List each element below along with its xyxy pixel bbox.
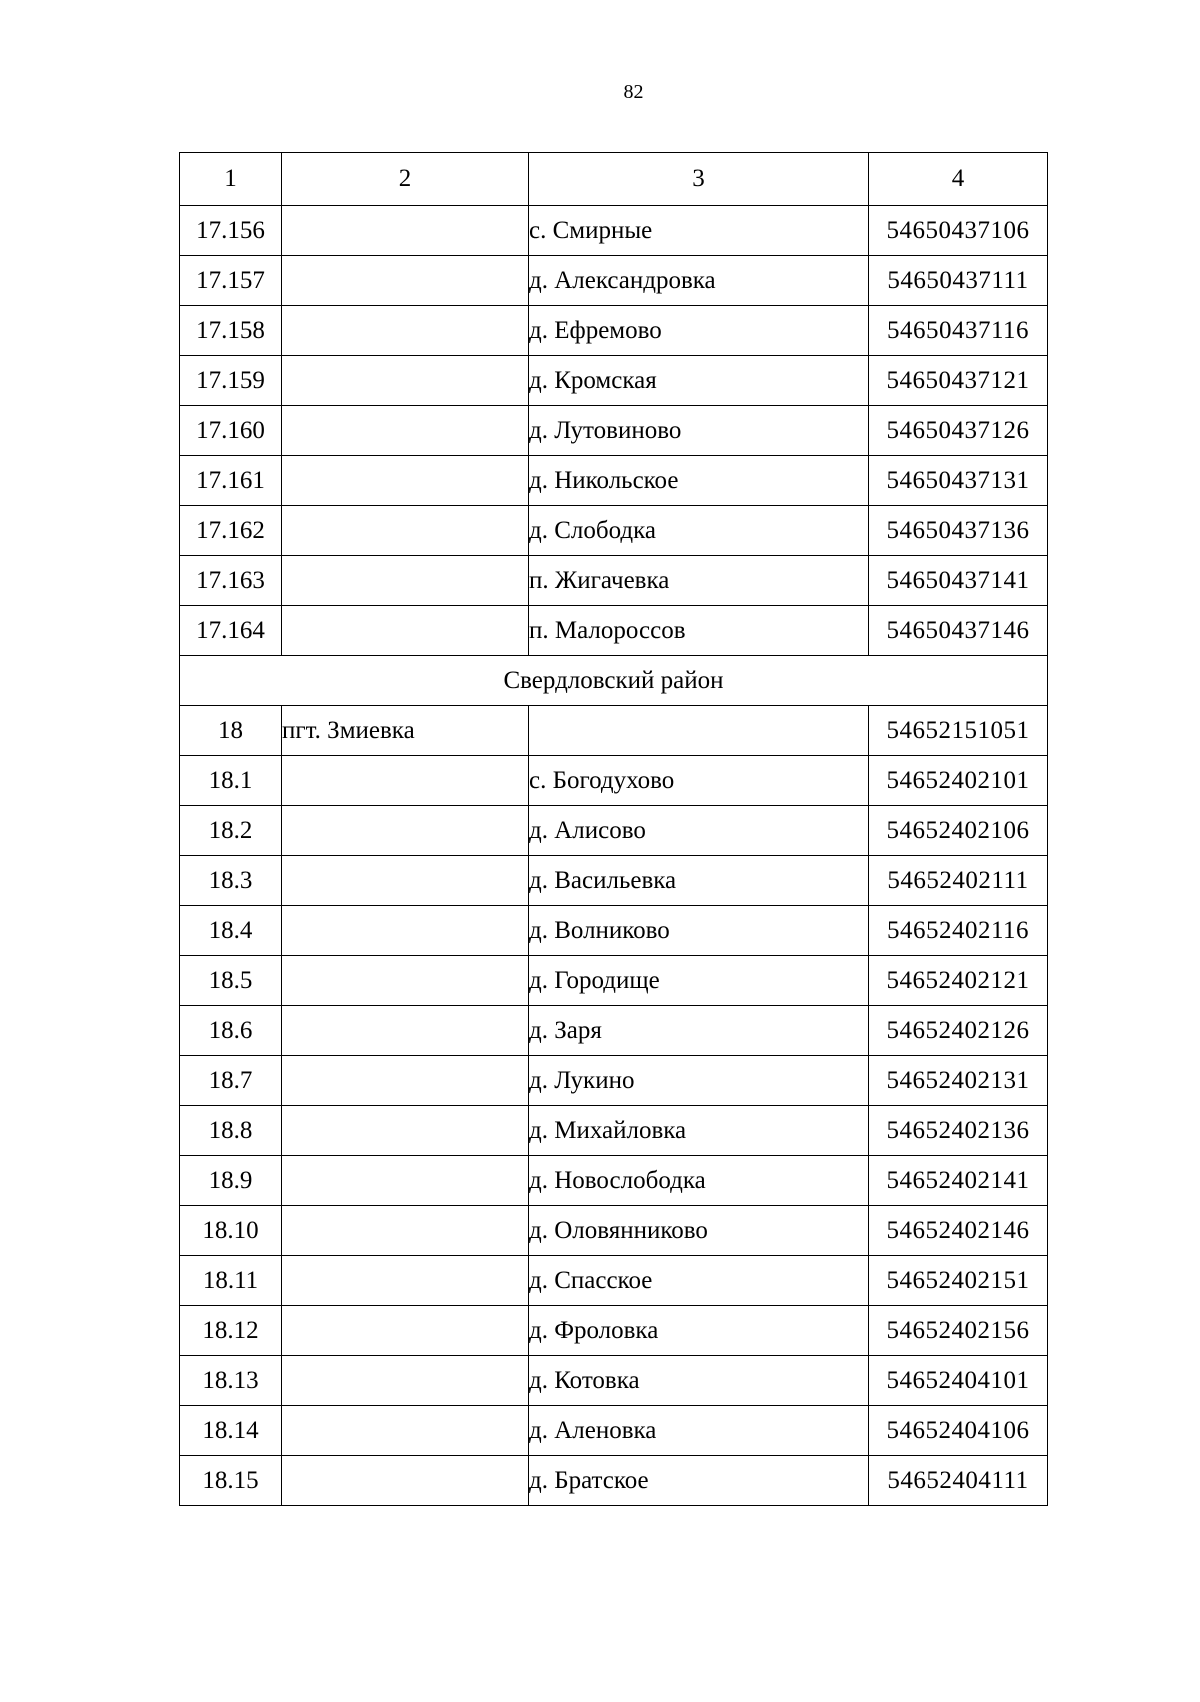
row-number-cell: 18.8 bbox=[180, 1106, 282, 1156]
settlement-name-cell: д. Васильевка bbox=[529, 856, 869, 906]
settlement-name-cell bbox=[529, 706, 869, 756]
table-body bbox=[180, 153, 1048, 1506]
table-row bbox=[180, 706, 1048, 756]
row-number-cell: 18.5 bbox=[180, 956, 282, 1006]
municipality-cell bbox=[282, 956, 529, 1006]
row-number-cell: 18.4 bbox=[180, 906, 282, 956]
municipality-cell bbox=[282, 1356, 529, 1406]
row-number-cell: 18.12 bbox=[180, 1306, 282, 1356]
row-number-cell: 18.15 bbox=[180, 1456, 282, 1506]
settlement-name-cell: д. Александровка bbox=[529, 256, 869, 306]
table-row bbox=[180, 1106, 1048, 1156]
table-row bbox=[180, 1406, 1048, 1456]
settlement-name-cell: с. Смирные bbox=[529, 206, 869, 256]
oktmo-code-cell: 54652404111 bbox=[869, 1456, 1048, 1506]
settlement-name-cell: д. Городище bbox=[529, 956, 869, 1006]
table-row bbox=[180, 906, 1048, 956]
row-number-cell: 17.160 bbox=[180, 406, 282, 456]
municipality-cell bbox=[282, 306, 529, 356]
row-number-cell: 18.3 bbox=[180, 856, 282, 906]
settlement-name-cell: д. Кромская bbox=[529, 356, 869, 406]
settlement-name-cell: д. Фроловка bbox=[529, 1306, 869, 1356]
row-number-cell: 17.161 bbox=[180, 456, 282, 506]
municipality-cell bbox=[282, 756, 529, 806]
table-row bbox=[180, 306, 1048, 356]
table-row bbox=[180, 1306, 1048, 1356]
row-number-cell: 18.7 bbox=[180, 1056, 282, 1106]
row-number-cell: 18.14 bbox=[180, 1406, 282, 1456]
table-row bbox=[180, 406, 1048, 456]
table-row bbox=[180, 956, 1048, 1006]
table-row bbox=[180, 206, 1048, 256]
municipality-cell bbox=[282, 806, 529, 856]
row-number-cell: 18 bbox=[180, 706, 282, 756]
settlement-name-cell: д. Волниково bbox=[529, 906, 869, 956]
oktmo-code-cell: 54652402146 bbox=[869, 1206, 1048, 1256]
municipality-cell bbox=[282, 556, 529, 606]
oktmo-code-cell: 54650437146 bbox=[869, 606, 1048, 656]
oktmo-code-cell: 54650437141 bbox=[869, 556, 1048, 606]
settlement-name-cell: д. Братское bbox=[529, 1456, 869, 1506]
row-number-cell: 17.157 bbox=[180, 256, 282, 306]
oktmo-code-cell: 54652402141 bbox=[869, 1156, 1048, 1206]
municipality-cell bbox=[282, 606, 529, 656]
settlement-name-cell: д. Оловянниково bbox=[529, 1206, 869, 1256]
table-row bbox=[180, 256, 1048, 306]
table-row bbox=[180, 606, 1048, 656]
header-cell: 2 bbox=[282, 153, 529, 206]
settlement-name-cell: с. Богодухово bbox=[529, 756, 869, 806]
municipality-cell bbox=[282, 406, 529, 456]
oktmo-code-cell: 54652402131 bbox=[869, 1056, 1048, 1106]
oktmo-code-cell: 54650437126 bbox=[869, 406, 1048, 456]
settlement-name-cell: д. Михайловка bbox=[529, 1106, 869, 1156]
settlement-name-cell: д. Лукино bbox=[529, 1056, 869, 1106]
settlement-name-cell: д. Лутовиново bbox=[529, 406, 869, 456]
header-cell: 1 bbox=[180, 153, 282, 206]
oktmo-code-cell: 54650437136 bbox=[869, 506, 1048, 556]
municipality-cell bbox=[282, 1056, 529, 1106]
oktmo-code-cell: 54652402101 bbox=[869, 756, 1048, 806]
oktmo-code-cell: 54650437121 bbox=[869, 356, 1048, 406]
municipality-cell bbox=[282, 1406, 529, 1456]
oktmo-code-cell: 54652402111 bbox=[869, 856, 1048, 906]
settlement-name-cell: д. Никольское bbox=[529, 456, 869, 506]
municipality-cell bbox=[282, 1156, 529, 1206]
row-number-cell: 18.2 bbox=[180, 806, 282, 856]
table-row bbox=[180, 756, 1048, 806]
municipality-cell bbox=[282, 856, 529, 906]
row-number-cell: 18.9 bbox=[180, 1156, 282, 1206]
oktmo-code-cell: 54652402151 bbox=[869, 1256, 1048, 1306]
row-number-cell: 18.11 bbox=[180, 1256, 282, 1306]
row-number-cell: 17.164 bbox=[180, 606, 282, 656]
municipality-cell bbox=[282, 1106, 529, 1156]
municipality-cell: пгт. Змиевка bbox=[282, 706, 529, 756]
municipality-cell bbox=[282, 356, 529, 406]
row-number-cell: 17.159 bbox=[180, 356, 282, 406]
table-row bbox=[180, 456, 1048, 506]
settlement-name-cell: д. Ефремово bbox=[529, 306, 869, 356]
municipality-cell bbox=[282, 906, 529, 956]
table-row bbox=[180, 1056, 1048, 1106]
municipality-cell bbox=[282, 256, 529, 306]
header-cell: 4 bbox=[869, 153, 1048, 206]
municipality-cell bbox=[282, 1206, 529, 1256]
settlement-name-cell: п. Жигачевка bbox=[529, 556, 869, 606]
page-number: 82 bbox=[623, 81, 644, 103]
table-row bbox=[180, 356, 1048, 406]
municipality-cell bbox=[282, 1006, 529, 1056]
oktmo-code-cell: 54652402156 bbox=[869, 1306, 1048, 1356]
oktmo-code-cell: 54650437111 bbox=[869, 256, 1048, 306]
municipality-cell bbox=[282, 456, 529, 506]
settlement-name-cell: д. Слободка bbox=[529, 506, 869, 556]
settlement-name-cell: д. Алисово bbox=[529, 806, 869, 856]
row-number-cell: 18.13 bbox=[180, 1356, 282, 1406]
oktmo-code-cell: 54650437116 bbox=[869, 306, 1048, 356]
settlements-table bbox=[179, 152, 1048, 1506]
oktmo-code-cell: 54652402121 bbox=[869, 956, 1048, 1006]
oktmo-code-cell: 54652402136 bbox=[869, 1106, 1048, 1156]
row-number-cell: 18.1 bbox=[180, 756, 282, 806]
row-number-cell: 17.156 bbox=[180, 206, 282, 256]
table-row bbox=[180, 1006, 1048, 1056]
oktmo-code-cell: 54652402106 bbox=[869, 806, 1048, 856]
row-number-cell: 17.163 bbox=[180, 556, 282, 606]
row-number-cell: 18.10 bbox=[180, 1206, 282, 1256]
settlement-name-cell: д. Заря bbox=[529, 1006, 869, 1056]
table-row bbox=[180, 1206, 1048, 1256]
oktmo-code-cell: 54652404106 bbox=[869, 1406, 1048, 1456]
row-number-cell: 17.162 bbox=[180, 506, 282, 556]
municipality-cell bbox=[282, 1256, 529, 1306]
settlement-name-cell: д. Аленовка bbox=[529, 1406, 869, 1456]
municipality-cell bbox=[282, 1306, 529, 1356]
oktmo-code-cell: 54652151051 bbox=[869, 706, 1048, 756]
oktmo-code-cell: 54652402116 bbox=[869, 906, 1048, 956]
row-number-cell: 18.6 bbox=[180, 1006, 282, 1056]
settlement-name-cell: д. Спасское bbox=[529, 1256, 869, 1306]
municipality-cell bbox=[282, 506, 529, 556]
settlement-name-cell: д. Новослободка bbox=[529, 1156, 869, 1206]
section-row bbox=[180, 656, 1048, 706]
header-row bbox=[180, 153, 1048, 206]
section-title: Свердловский район bbox=[180, 656, 1048, 706]
settlement-name-cell: д. Котовка bbox=[529, 1356, 869, 1406]
oktmo-code-cell: 54652404101 bbox=[869, 1356, 1048, 1406]
table-row bbox=[180, 1256, 1048, 1306]
table-row bbox=[180, 856, 1048, 906]
oktmo-code-cell: 54650437106 bbox=[869, 206, 1048, 256]
table-row bbox=[180, 1456, 1048, 1506]
table-row bbox=[180, 1356, 1048, 1406]
table-row bbox=[180, 506, 1048, 556]
table-row bbox=[180, 806, 1048, 856]
header-cell: 3 bbox=[529, 153, 869, 206]
oktmo-code-cell: 54652402126 bbox=[869, 1006, 1048, 1056]
municipality-cell bbox=[282, 1456, 529, 1506]
oktmo-code-cell: 54650437131 bbox=[869, 456, 1048, 506]
row-number-cell: 17.158 bbox=[180, 306, 282, 356]
table-row bbox=[180, 556, 1048, 606]
municipality-cell bbox=[282, 206, 529, 256]
settlement-name-cell: п. Малороссов bbox=[529, 606, 869, 656]
table-row bbox=[180, 1156, 1048, 1206]
